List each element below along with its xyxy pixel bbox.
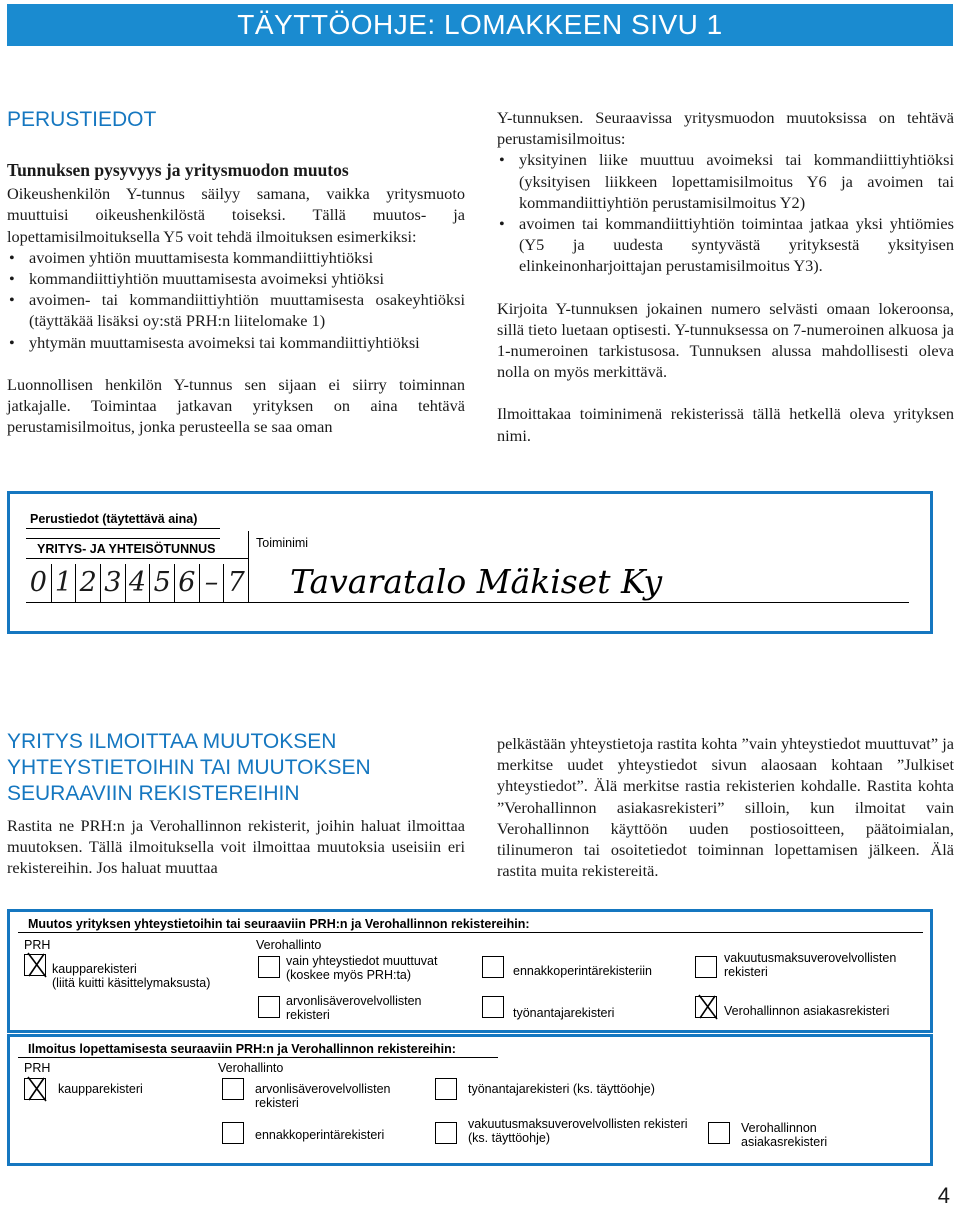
- ennakko-label: ennakkoperintärekisteriin: [513, 964, 652, 978]
- list-item: • yhtymän muuttamisesta avoimeksi tai kommandiittiyhtiöksi: [7, 332, 465, 353]
- perustiedot-left-column: [7, 160, 465, 437]
- subheading: Tunnuksen pysyvyys ja yritysmuodon muutos: [7, 160, 349, 180]
- kaupparekisteri-checkbox[interactable]: [24, 954, 46, 976]
- ennakko-label: ennakkoperintärekisteri: [255, 1128, 385, 1142]
- ytunnus-digit-cell[interactable]: 3: [100, 564, 125, 602]
- ennakko-checkbox[interactable]: [222, 1122, 244, 1144]
- kaupparekisteri-label: kaupparekisteri: [52, 962, 137, 976]
- change-list: [7, 247, 465, 353]
- section2-right: [497, 733, 954, 881]
- kaupparekisteri-checkbox[interactable]: [24, 1078, 46, 1100]
- kaupparekisteri-label: kaupparekisteri: [58, 1082, 143, 1096]
- ytunnus-label: YRITYS- JA YHTEISÖTUNNUS: [37, 542, 216, 556]
- tyonantaja-checkbox[interactable]: [482, 996, 504, 1018]
- vakuutus-label: vakuutusmaksuverovelvollisten rekisteri: [724, 951, 897, 979]
- section2-heading: YRITYS ILMOITTAA MUUTOKSEN YHTEYSTIETOIHIN TAI MUUTOKSEN SEURAAVIIN REKISTEREIHIN: [7, 730, 371, 805]
- ytunnus-digit-cell[interactable]: 0: [29, 567, 47, 598]
- section2-left-text: Rastita ne PRH:n ja Verohallinnon rekisterit, joihin haluat ilmoittaa muutoksen. Tällä ilmoituksella voit ilmoittaa muutoksia useisiin eri rekistereihin. Jos haluat muuttaa: [7, 816, 465, 878]
- section2-left: [7, 815, 465, 879]
- prh-label: PRH: [24, 1061, 51, 1075]
- perustiedot-heading: PERUSTIEDOT: [7, 108, 157, 131]
- arvonlisa-checkbox[interactable]: [222, 1078, 244, 1100]
- toiminimi-value[interactable]: Tavaratalo Mäkiset Ky: [290, 562, 663, 601]
- ytunnus-digit-cell[interactable]: –: [199, 564, 224, 602]
- arvonlisa-label: arvonlisäverovelvollisten rekisteri: [255, 1082, 391, 1110]
- vakuutus-checkbox[interactable]: [695, 956, 717, 978]
- ytunnus-digit-cell[interactable]: 7: [223, 564, 248, 602]
- asiakas-checkbox[interactable]: [708, 1122, 730, 1144]
- establish-list: [497, 149, 954, 276]
- list-item: • avoimen tai kommandiittiyhtiön toimintaa jatkaa yksi yhtiömies (Y5 ja uudesta syntyvästä yrityksestä yksityisen elinkeinonharjoittajan perustamisilmoitus Y3).: [497, 213, 954, 277]
- tyonantaja-label: työnantajarekisteri: [513, 1006, 615, 1020]
- kirjoita-text: Kirjoita Y-tunnuksen jokainen numero selvästi omaan lokeroonsa, sillä tieto luetaan optisesti. Y-tunnuksessa on 7-numeroinen alkuosa ja 1-numeroinen tarkistusosa. Tunnuksen alussa mahdollisesti oleva nolla on myös merkittävä.: [497, 298, 954, 382]
- ytunnus-digit-cell[interactable]: 4: [125, 564, 150, 602]
- ytunnus-digits[interactable]: [26, 564, 248, 602]
- arvonlisa-checkbox[interactable]: [258, 996, 280, 1018]
- arvonlisa-label: arvonlisäverovelvollisten rekisteri: [286, 994, 422, 1022]
- perustiedot-form: [7, 491, 933, 634]
- vakuutus-label: vakuutusmaksuverovelvollisten rekisteri (ks. täyttöohje): [468, 1117, 688, 1145]
- vain-yhteystiedot-note: (koskee myös PRH:ta): [286, 968, 412, 982]
- ilmoittakaa-text: Ilmoittakaa toiminimenä rekisterissä tällä hetkellä oleva yrityksen nimi.: [497, 404, 954, 445]
- form1-title: Perustiedot (täytettävä aina): [30, 512, 198, 526]
- natural-person-text: Luonnollisen henkilön Y-tunnus sen sijaan ei siirry toiminnan jatkajalle. Toimintaa jatkavan yrityksen on aina tehtävä perustamisilmoitus, jonka perusteella se saa oman: [7, 374, 465, 437]
- ytunnus-digit-cell[interactable]: 2: [75, 564, 100, 602]
- intro-text: Oikeushenkilön Y-tunnus säilyy samana, vaikka yritysmuoto muuttuisi oikeushenkilöstä toiseksi. Tällä muutos- ja lopettamisilmoituksella Y5 voit tehdä ilmoituksen esimerkiksi:: [7, 184, 465, 246]
- asiakas-label: Verohallinnon asiakasrekisteri: [724, 1004, 890, 1018]
- vero-label: Verohallinto: [218, 1061, 284, 1075]
- vain-yhteystiedot-label: vain yhteystiedot muuttuvat: [286, 954, 438, 968]
- asiakas-checkbox[interactable]: [695, 996, 717, 1018]
- ytunnus-digit-cell[interactable]: 5: [149, 564, 174, 602]
- perustiedot-right-column: [497, 107, 954, 446]
- vero-label: Verohallinto: [256, 938, 322, 952]
- kaupparekisteri-note: (liitä kuitti käsittelymaksusta): [52, 976, 211, 990]
- prh-label: PRH: [24, 938, 51, 952]
- right-continuation: Y-tunnuksen. Seuraavissa yritysmuodon muutoksissa on tehtävä perustamisilmoitus:: [497, 108, 954, 149]
- page-number: 4: [937, 1183, 950, 1208]
- section2-right-text: pelkästään yhteystietoja rastita kohta ”vain yhteystiedot muuttuvat” ja merkitse uudet yhteystiedot sivun alaosaan kohtaan ”Julkiset yhteystiedot”. Älä merkitse rastia rekisterien kohdalle. Rastita kohta ”Verohallinnon asiakasrekisteri” silloin, kun ilmoitat vain Verohallinnon käyttöön uuden postiosoitteen, päätoimialan, tilinumeron tai osoitetiedot toiminnan lopettamisen jälkeen. Älä rastita muita rekistereitä.: [497, 734, 954, 881]
- list-item: • kommandiittiyhtiön muuttamisesta avoimeksi yhtiöksi: [7, 268, 465, 289]
- ytunnus-digit-cell[interactable]: 6: [174, 564, 199, 602]
- list-item: • avoimen- tai kommandiittiyhtiön muuttamisesta osakeyhtiöksi (täyttäkää lisäksi oy:stä PRH:n liitelomake 1): [7, 289, 465, 331]
- vakuutus-checkbox[interactable]: [435, 1122, 457, 1144]
- vain-yhteystiedot-checkbox[interactable]: [258, 956, 280, 978]
- asiakas-label: Verohallinnon asiakasrekisteri: [741, 1121, 828, 1149]
- tyonantaja-label: työnantajarekisteri (ks. täyttöohje): [468, 1082, 655, 1096]
- page-banner: TÄYTTÖOHJE: LOMAKKEEN SIVU 1: [7, 4, 953, 46]
- form3-title: Ilmoitus lopettamisesta seuraaviin PRH:n ja Verohallinnon rekistereihin:: [28, 1042, 456, 1056]
- list-item: • yksityinen liike muuttuu avoimeksi tai kommandiittiyhtiöksi (yksityisen liikkeen lopettamisilmoitus Y6 ja avoimen tai kommandiittiyhtiön perustamisilmoitus Y2): [497, 149, 954, 213]
- tyonantaja-checkbox[interactable]: [435, 1078, 457, 1100]
- lopettaminen-form: [7, 1034, 933, 1166]
- ennakko-checkbox[interactable]: [482, 956, 504, 978]
- list-item: • avoimen yhtiön muuttamisesta kommandiittiyhtiöksi: [7, 247, 465, 268]
- form2-title: Muutos yrityksen yhteystietoihin tai seuraaviin PRH:n ja Verohallinnon rekistereihin:: [28, 917, 530, 931]
- ytunnus-digit-cell[interactable]: 1: [51, 564, 76, 602]
- muutos-form: [7, 909, 933, 1033]
- toiminimi-label: Toiminimi: [256, 536, 309, 550]
